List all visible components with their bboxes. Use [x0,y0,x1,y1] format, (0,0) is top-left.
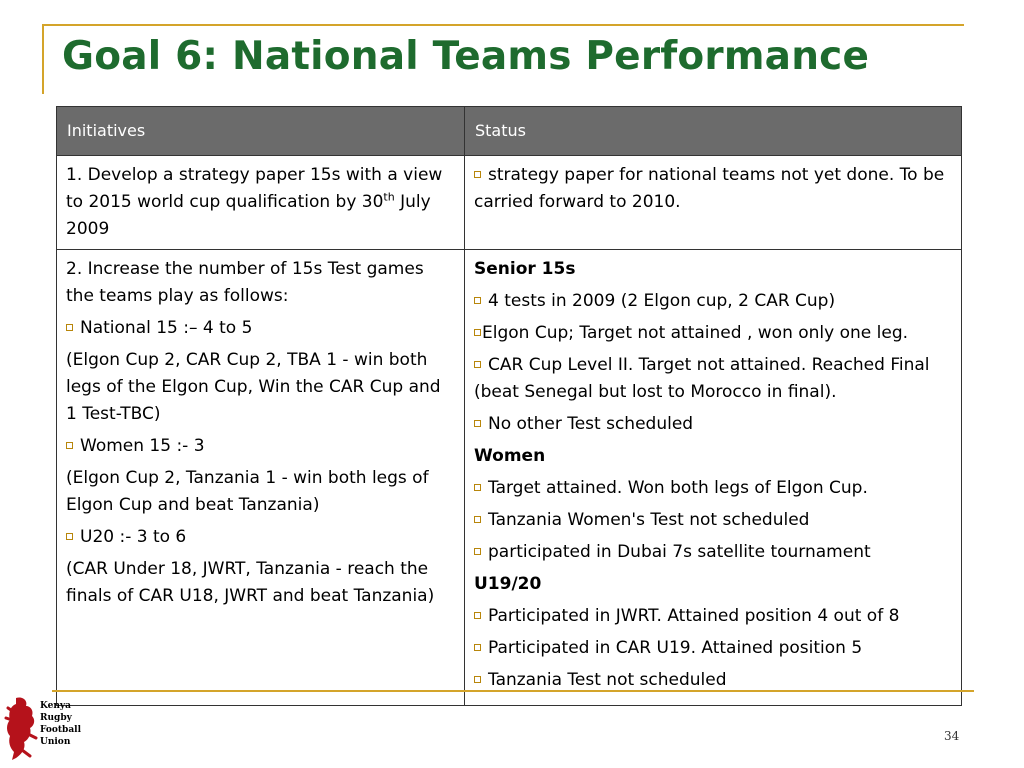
women-bullet: Women 15 :- 3 [66,433,455,460]
square-bullet-icon [474,548,481,555]
status-item: strategy paper for national teams not yet done. To be carried forward to 2010. [474,165,945,212]
u20-detail: (CAR Under 18, JWRT, Tanzania - reach the finals of CAR U18, JWRT and beat Tanzania) [66,559,435,606]
u20-bullet: U20 :- 3 to 6 [66,524,455,551]
initiative-superscript: th [383,190,395,204]
header-initiatives: Initiatives [57,107,465,156]
square-bullet-icon [474,676,481,683]
square-bullet-icon [474,644,481,651]
initiative-text: 1. Develop a strategy paper 15s with a view to 2015 world cup qualification by 30 [66,165,443,212]
square-bullet-icon [66,533,73,540]
initiative-intro: 2. Increase the number of 15s Test games the teams play as follows: [66,259,424,306]
women-detail: (Elgon Cup 2, Tanzania 1 - win both legs of Elgon Cup and beat Tanzania) [66,468,429,515]
status-item: Tanzania Women's Test not scheduled [474,507,952,534]
u20-heading: U19/20 [474,574,542,594]
top-rule [42,24,964,26]
initiative-cell [57,156,465,250]
status-item: Target attained. Won both legs of Elgon Cup. [474,475,952,502]
national-bullet: National 15 :– 4 to 5 [66,315,455,342]
square-bullet-icon [474,420,481,427]
table-header-row [57,107,962,156]
status-cell [465,156,962,250]
status-item: Tanzania Test not scheduled [474,667,952,694]
table-row [57,156,962,250]
initiative-cell [57,250,465,706]
square-bullet-icon [474,484,481,491]
slide-title: Goal 6: National Teams Performance [62,34,870,79]
initiative-tail: July 2009 [66,192,431,239]
square-bullet-icon [474,171,481,178]
senior-heading: Senior 15s [474,259,576,279]
national-detail: (Elgon Cup 2, CAR Cup 2, TBA 1 - win both legs of the Elgon Cup, Win the CAR Cup and 1 Test-TBC) [66,350,441,424]
square-bullet-icon [66,324,73,331]
square-bullet-icon [474,329,481,336]
square-bullet-icon [66,442,73,449]
status-item: Participated in JWRT. Attained position 4 out of 8 [474,603,952,630]
page-number: 34 [944,729,960,743]
left-rule [42,24,44,94]
square-bullet-icon [474,612,481,619]
header-status: Status [465,107,962,156]
table-row [57,250,962,706]
status-cell [465,250,962,706]
status-item: Elgon Cup; Target not attained , won only one leg. [474,320,952,347]
status-item: No other Test scheduled [474,411,952,438]
status-item: 4 tests in 2009 (2 Elgon cup, 2 CAR Cup) [474,288,952,315]
square-bullet-icon [474,361,481,368]
initiatives-table [56,106,962,706]
bottom-rule [52,690,974,692]
logo-text: Kenya Rugby Football Union [40,701,82,747]
square-bullet-icon [474,297,481,304]
status-item: CAR Cup Level II. Target not attained. Reached Final (beat Senegal but lost to Morocco in final). [474,355,930,402]
status-item: participated in Dubai 7s satellite tournament [474,539,952,566]
women-heading: Women [474,446,546,466]
square-bullet-icon [474,516,481,523]
status-item: Participated in CAR U19. Attained position 5 [474,635,952,662]
